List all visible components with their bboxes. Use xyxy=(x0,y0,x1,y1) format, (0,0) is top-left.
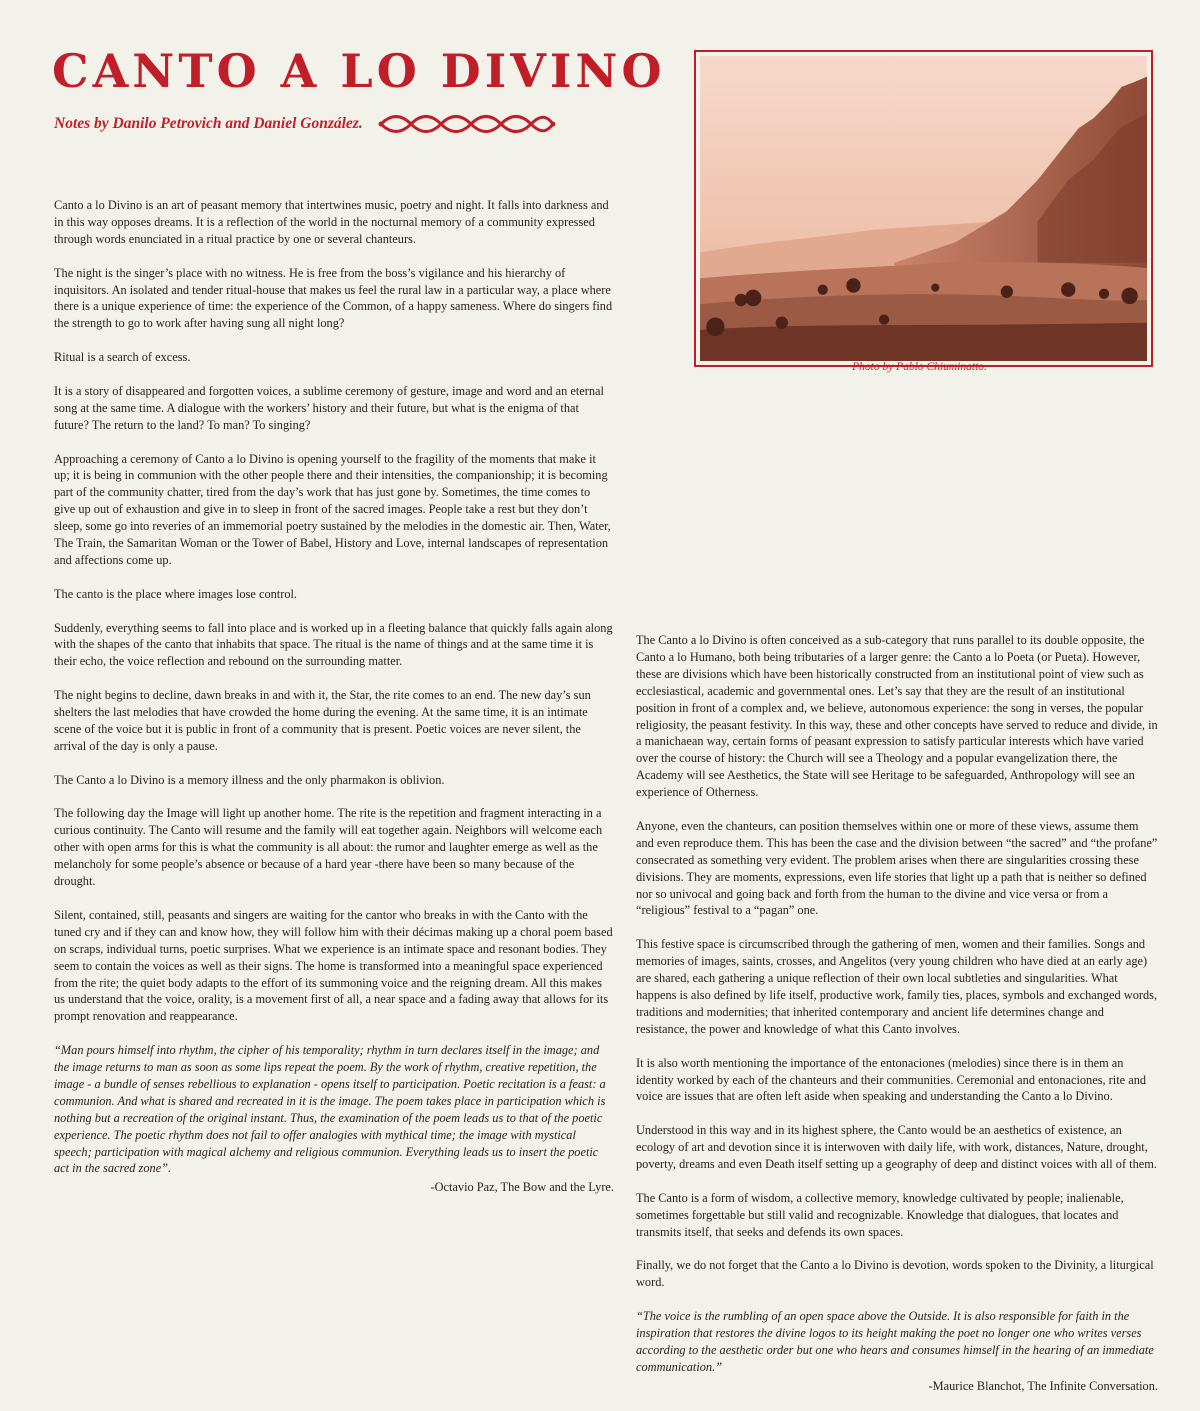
paragraph: It is also worth mentioning the importance of the entonaciones (melodies) since there is in them an identity worked by each of the chanteurs and their communities. Ceremonial and entonaciones, rite and voice are issues that are often left aside when speaking and understanding the Canto a lo Divino. xyxy=(636,1055,1147,1104)
landscape-photo xyxy=(694,50,1153,367)
mountain-valley-image xyxy=(700,56,1147,361)
paragraph: Approaching a ceremony of Canto a lo Divino is opening yourself to the fragility of the moments that make it up; it is being in communion with the other people there and their intensities, the companionship; it is becoming part of the community chatter, tired from the day’s work that has just gone by. Sometimes, the time comes to give up out of exhaustion and give in to sleep in front of the sacred images. People take a rest but they don’t sleep, some go into reveries of an immemorial poetry sustained by the melodies in the domestic air. Then, Water, The Train, the Samaritan Woman or the Tower of Babel, History and Love, internal landscapes of representation and affections come up. xyxy=(54,451,611,567)
right-column xyxy=(636,632,1158,1411)
paragraph: Canto a lo Divino is an art of peasant memory that intertwines music, poetry and night. It falls into darkness and in this way opposes dreams. It is a reflection of the world in the nocturnal memory of a community expressed through words enunciated in a ritual practice by one or several chanteurs. xyxy=(54,198,609,246)
paragraph: The night begins to decline, dawn breaks in and with it, the Star, the rite comes to an end. The new day’s sun shelters the last melodies that have crowded the home during the evening. At the same time, it is an intimate scene of the voice but it is public in front of a community that is present. Poetic voices are never silent, the arrival of the day is only a pause. xyxy=(54,688,591,753)
paragraph: Finally, we do not forget that the Canto a lo Divino is devotion, words spoken to the Divinity, a liturgical word. xyxy=(636,1258,1154,1290)
left-column xyxy=(54,197,614,1213)
page-title: CANTO A LO DIVINO xyxy=(52,44,666,98)
subtitle: Notes by Danilo Petrovich and Daniel González. xyxy=(54,115,363,132)
blanchot-quote: “The voice is the rumbling of an open space above the Outside. It is also responsible for faith in the inspiration that restores the divine logos to its height making the poet no longer one who writes verses according to the aesthetic order but one who hears and consumes himself in the hearing of an immediate communication.” xyxy=(636,1309,1154,1374)
paragraph: The Canto a lo Divino is often conceived as a sub-category that runs parallel to its double opposite, the Canto a lo Humano, both being tributaries of a larger genre: the Canto a lo Poeta (or Pueta). However, these are divisions which have been historically constructed from an institutional point of view such as ecclesiastical, academic and governmental ones. Let’s say that they are the result of an institutional position in front of a complex and, we believe, autonomous experience: the song in verses, the popular religiosity, the peasant festivity. In this way, these and other concepts have served to reduce and divide, in a manichaean way, certain forms of peasant expression to satisfy particular interests which have varied over the course of history: the Church will see a Theology and a popular evangelization there, the Academy will see Aesthetics, the State will see Heritage to be safeguarded, Anthropology will see an experience of Otherness. xyxy=(636,633,1158,800)
paragraph: Suddenly, everything seems to fall into place and is worked up in a fleeting balance that quickly falls again along with the shapes of the canto that inhabits that space. The ritual is the name of things and at the same time it is their echo, the voice reflection and rebound on the surrounding matter. xyxy=(54,620,613,669)
paragraph: The following day the Image will light up another home. The rite is the repetition and fragment interacting in a curious continuity. The Canto will resume and the family will eat together again. Neighbors will welcome each other with open arms for this is what the community is all about: the rumor and laughter emerge as well as the melancholy for some people’s absence or because of a hard year -there have been so many because of the drought. xyxy=(54,806,603,889)
braid-ornament-icon xyxy=(377,114,557,134)
paragraph: Anyone, even the chanteurs, can position themselves within one or more of these views, assume them and even reproduce them. This has been the case and the division between “the sacred” and “the profane” consecrated as something very evident. The problem arises when there are singularities crossing these divisions. They are moments, expressions, even life stories that light up a path that is neither so defined nor so univocal and going back and forth from the human to the divine and vice versa or from a “religious” festival to a “pagan” one. xyxy=(636,818,1158,918)
paragraph: Understood in this way and in its highest sphere, the Canto would be an aesthetics of existence, an ecology of art and devotion since it is interwoven with daily life, with work, distances, Nature, drought, poverty, dreams and even Death itself setting up a geography of deep and distinct voices with all of them. xyxy=(636,1123,1157,1172)
photo-caption: Photo by Pablo Chiuminatto. xyxy=(852,361,987,373)
paragraph: The Canto is a form of wisdom, a collective memory, knowledge cultivated by people; inalienable, sometimes forgettable but still valid and recognizable. Knowledge that dialogues, that locates and transmits itself, that seeks and defends its own spaces. xyxy=(636,1190,1124,1239)
paz-attribution: -Octavio Paz, The Bow and the Lyre. xyxy=(430,1180,614,1195)
paragraph: The canto is the place where images lose control. xyxy=(54,586,298,601)
subtitle-row xyxy=(54,114,557,134)
paragraph: Ritual is a search of excess. xyxy=(54,350,191,365)
paragraph: This festive space is circumscribed through the gathering of men, women and their families. Songs and memories of images, saints, crosses, and Angelitos (very young children who have died at an early age) are shared, each gathering a unique reflection of their own local subtleties and singularities. What happens is also defined by life itself, productive work, family ties, places, symbols and exchanged words, traditions and modernities; that inherited contemporary and ancient life determines change and resistance, the power and knowledge of what this Canto involves. xyxy=(636,937,1158,1036)
paragraph: The Canto a lo Divino is a memory illness and the only pharmakon is oblivion. xyxy=(54,772,445,787)
paz-quote: “Man pours himself into rhythm, the cipher of his temporality; rhythm in turn declares itself in the image; and the image returns to man as soon as some lips repeat the poem. By the work of rhythm, creative repetition, the image - a bundle of senses rebellious to explanation - opens itself to participation. Poetic recitation is a feast: a communion. And what is shared and recreated in it is the image. The poem takes place in participation which is nothing but a recreation of the original instant. Thus, the examination of the poem leads us to that of the poetic experience. The poetic rhythm does not fail to offer analogies with mythical time; the image with mystical speech; participation with magical alchemy and religious communion. Everything leads us to insert the poetic act in the sacred zone”. xyxy=(54,1043,606,1176)
paragraph: Silent, contained, still, peasants and singers are waiting for the cantor who breaks in with the Canto with the tuned cry and if they can and know how, they will follow him with their décimas making up a choral poem based on scraps, individual turns, poetic surprises. What we experience is an intimate space and resonant bodies. They seem to contain the voices as well as their signs. The home is transformed into a meaningful space experienced from the rite; the quiet body adapts to the effort of its summoning voice and the reigning dream. All this makes us understand that the voice, orality, is a movement first of all, a near space and a fading away that allows for its prompt renovation and reappearance. xyxy=(54,907,613,1024)
blanchot-attribution: -Maurice Blanchot, The Infinite Conversation. xyxy=(928,1378,1158,1393)
paragraph: It is a story of disappeared and forgotten voices, a sublime ceremony of gesture, image and word and an eternal song at the same time. A dialogue with the workers’ history and their future, but what is the enigma of that future? The return to the land? To man? To singing? xyxy=(54,383,604,432)
paragraph: The night is the singer’s place with no witness. He is free from the boss’s vigilance and his hierarchy of inquisitors. An isolated and tender ritual-house that makes us feel the rural law in a particular way, a place where there is a unique experience of time: the experience of the Common, of a happy sameness. Where do singers find the strength to go to work after having sung all night long? xyxy=(54,265,613,331)
